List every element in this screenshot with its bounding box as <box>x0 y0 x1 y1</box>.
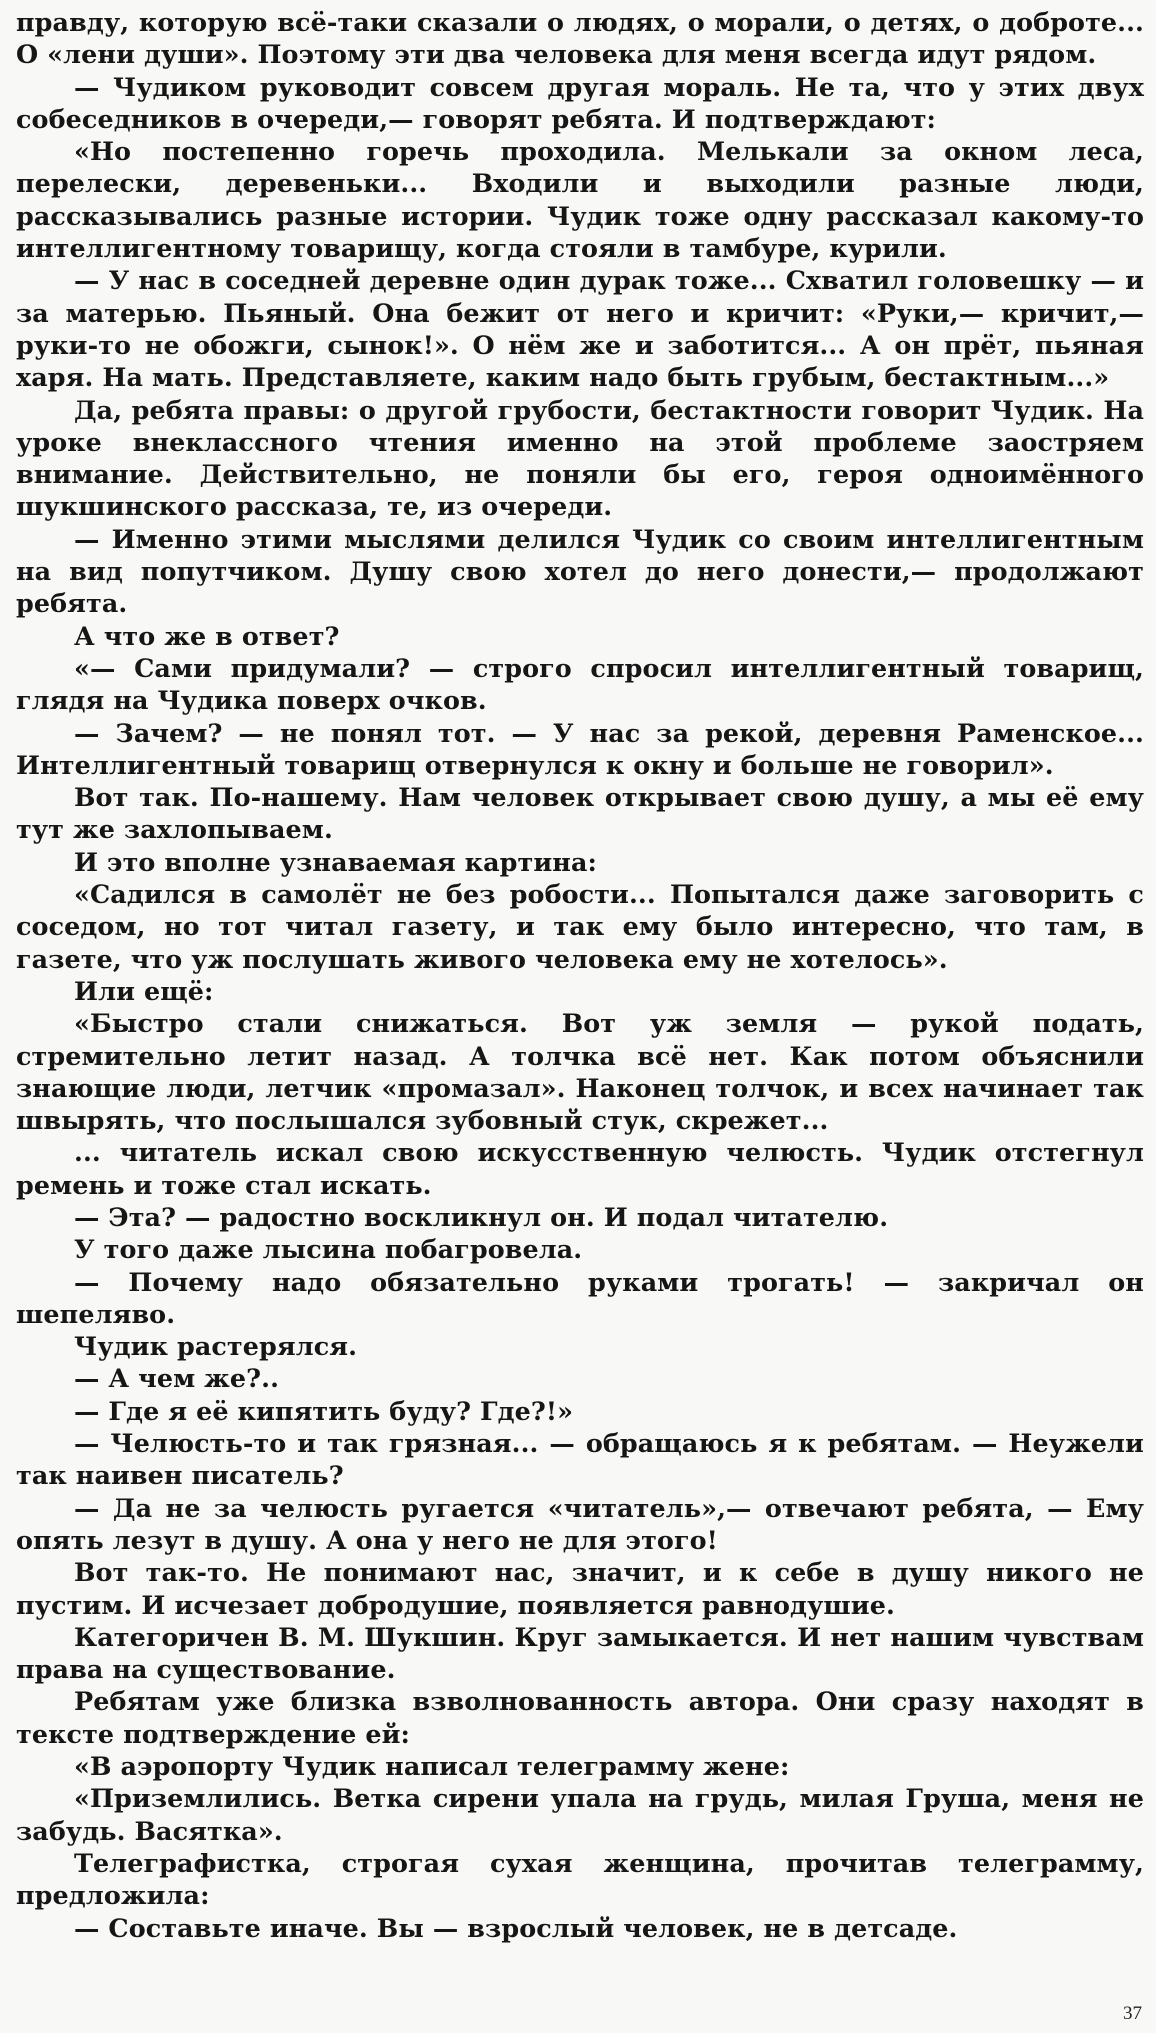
paragraph: — Где я её кипятить буду? Где?!» <box>74 1395 574 1426</box>
paragraph: «— Сами придумали? — строго спросил интеллигентный товарищ, глядя на Чудика поверх очков. <box>16 652 1144 716</box>
page-number: 37 <box>1123 2003 1142 2024</box>
paragraph: И это вполне узнаваемая картина: <box>74 846 598 877</box>
paragraph: — У нас в соседней деревне один дурак тоже... Схватил головешку — и за матерью. Пьяный. Она бежит от него и кричит: «Руки,— кричит,— руки-то не обожги, сынок!». О нём же и заботится... А он прёт, пьяная харя. На мать. Представляете, каким надо быть грубым, бестактным...» <box>16 265 1144 393</box>
paragraph: Вот так. По-нашему. Нам человек открывает свою душу, а мы её ему тут же захлопываем. <box>16 782 1144 845</box>
paragraph: — Зачем? — не понял тот. — У нас за рекой, деревня Раменское... Интеллигентный товарищ отвернулся к окну и больше не говорил». <box>16 717 1144 780</box>
paragraph: ... читатель искал свою искусственную челюсть. Чудик отстегнул ремень и тоже стал искать. <box>16 1137 1144 1200</box>
paragraph: — Составьте иначе. Вы — взрослый человек, не в детсаде. <box>74 1912 958 1943</box>
paragraph: правду, которую всё-таки сказали о людях, о морали, о детях, о доброте... О «лени души». Поэтому эти два человека для меня всегда идут рядом. <box>16 7 1144 70</box>
paragraph: «Приземлились. Ветка сирени упала на грудь, милая Груша, меня не забудь. Васятка». <box>16 1783 1144 1846</box>
paragraph: «Быстро стали снижаться. Вот уж земля — рукой подать, стремительно летит назад. А толчка всё нет. Как потом объяснили знающие люди, летчик «промазал». Наконец толчок, и всех начинает так швырять, что послышался зубовный стук, скрежет... <box>16 1008 1144 1136</box>
paragraph: — Чудиком руководит совсем другая мораль. Не та, что у этих двух собеседников в очереди,— говорят ребята. И подтверждают: <box>16 71 1144 134</box>
paragraph: Или ещё: <box>74 975 214 1006</box>
paragraph: А что же в ответ? <box>74 620 340 651</box>
paragraph: — Именно этими мыслями делился Чудик со своим интеллигентным на вид попутчиком. Душу свою хотел до него донести,— продолжают ребята. <box>16 523 1144 619</box>
paragraph: У того даже лысина побагровела. <box>74 1234 583 1265</box>
body-text <box>16 6 1144 1944</box>
paragraph: — Челюсть-то и так грязная... — обращаюсь я к ребятам. — Неужели так наивен писатель? <box>16 1428 1144 1491</box>
paragraph: Ребятам уже близка взволнованность автора. Они сразу находят в тексте подтверждение ей: <box>16 1686 1144 1749</box>
paragraph: «В аэропорту Чудик написал телеграмму жене: <box>74 1751 790 1782</box>
paragraph: Категоричен В. М. Шукшин. Круг замыкается. И нет нашим чувствам права на существование. <box>16 1621 1144 1685</box>
paragraph: Чудик растерялся. <box>74 1331 358 1362</box>
paragraph: — А чем же?.. <box>74 1363 280 1394</box>
paragraph: «Садился в самолёт не без робости... Попытался даже заговорить с соседом, но тот читал газету, и так ему было интересно, что там, в газете, что уж послушать живого человека ему не хотелось». <box>16 879 1144 974</box>
paragraph: Вот так-то. Не понимают нас, значит, и к себе в душу никого не пустим. И исчезает добродушие, появляется равнодушие. <box>16 1557 1144 1620</box>
paragraph: «Но постепенно горечь проходила. Мелькали за окном леса, перелески, деревеньки... Входили и выходили разные люди, рассказывались разные истории. Чудик тоже одну рассказал какому-то интеллигентному товарищу, когда стояли в тамбуре, курили. <box>16 136 1144 264</box>
paragraph: Телеграфистка, строгая сухая женщина, прочитав телеграмму, предложила: <box>16 1847 1144 1911</box>
paragraph: — Почему надо обязательно руками трогать! — закричал он шепеляво. <box>16 1266 1144 1329</box>
paragraph: — Да не за челюсть ругается «читатель»,— отвечают ребята, — Ему опять лезут в душу. А она у него не для этого! <box>16 1492 1144 1555</box>
paragraph: — Эта? — радостно воскликнул он. И подал читателю. <box>74 1201 889 1232</box>
paragraph: Да, ребята правы: о другой грубости, бестактности говорит Чудик. На уроке внеклассного чтения именно на этой проблеме заостряем внимание. Действительно, не поняли бы его, героя одноимённого шукшинского рассказа, те, из очереди. <box>16 394 1144 522</box>
